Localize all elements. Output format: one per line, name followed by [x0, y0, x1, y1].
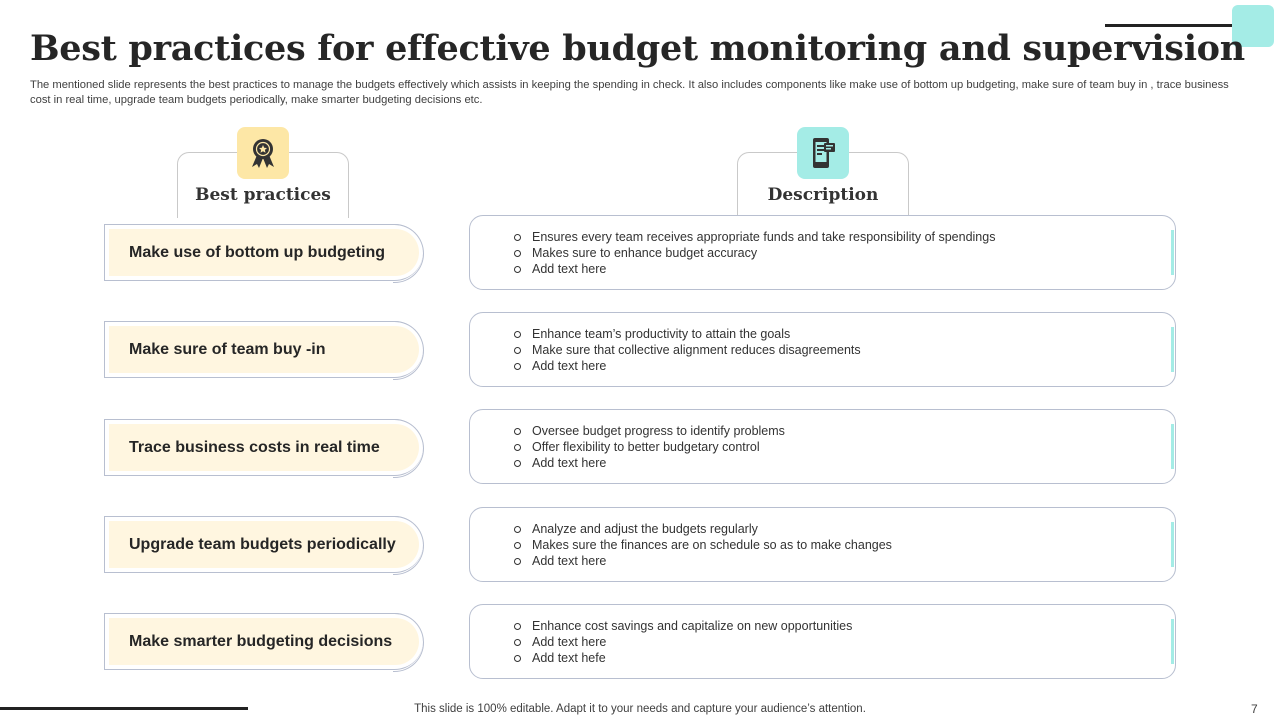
practice-label: Make smarter budgeting decisions [129, 632, 393, 650]
practice-label: Make sure of team buy -in [129, 340, 326, 358]
description-bullet: Ensures every team receives appropriate funds and take responsibility of spendings [514, 229, 995, 245]
description-bullet: Add text here [514, 634, 852, 650]
description-bullet: Enhance team’s productivity to attain the goals [514, 326, 861, 342]
description-bullet: Add text here [514, 261, 995, 277]
practice-label: Make use of bottom up budgeting [129, 243, 385, 261]
award-ribbon-icon [237, 127, 289, 179]
description-card [469, 312, 1176, 387]
description-bullet: Offer flexibility to better budgetary control [514, 439, 785, 455]
description-bullet: Add text here [514, 358, 861, 374]
description-card [469, 215, 1176, 290]
slide-title: Best practices for effective budget monitoring and supervision [30, 28, 1245, 69]
description-bullet: Oversee budget progress to identify problems [514, 423, 785, 439]
practice-card [104, 613, 423, 670]
description-bullet: Add text hefe [514, 650, 852, 666]
card-accent-bar [1171, 230, 1174, 275]
description-card [469, 507, 1176, 582]
practice-card [104, 224, 423, 281]
practice-label: Upgrade team budgets periodically [129, 535, 396, 553]
description-card [469, 409, 1176, 484]
description-bullet: Analyze and adjust the budgets regularly [514, 521, 892, 537]
practice-card [104, 321, 423, 378]
card-accent-bar [1171, 327, 1174, 372]
page-number: 7 [1251, 702, 1258, 716]
description-header: Description [767, 185, 879, 205]
footer-note: This slide is 100% editable. Adapt it to your needs and capture your audience’s attention. [414, 703, 866, 715]
card-accent-bar [1171, 522, 1174, 567]
description-card [469, 604, 1176, 679]
card-accent-bar [1171, 619, 1174, 664]
description-bullet: Add text here [514, 553, 892, 569]
mobile-document-icon [797, 127, 849, 179]
slide-subtitle: The mentioned slide represents the best practices to manage the budgets effectively which assists in keeping the spending in check. It also includes components like make use of bottom up budgeting, make sure of team buy in , trace business cost in real time, upgrade team budgets periodically, make smarter budgeting decisions etc. [30, 79, 1229, 106]
description-bullet: Makes sure the finances are on schedule so as to make changes [514, 537, 892, 553]
top-accent-line [1105, 24, 1233, 27]
description-bullet: Enhance cost savings and capitalize on new opportunities [514, 618, 852, 634]
practice-card [104, 516, 423, 573]
practice-card [104, 419, 423, 476]
description-bullet: Add text here [514, 455, 785, 471]
practice-label: Trace business costs in real time [129, 438, 380, 456]
description-bullet: Make sure that collective alignment reduces disagreements [514, 342, 861, 358]
description-bullet: Makes sure to enhance budget accuracy [514, 245, 995, 261]
card-accent-bar [1171, 424, 1174, 469]
best-practices-header: Best practices [195, 185, 331, 205]
